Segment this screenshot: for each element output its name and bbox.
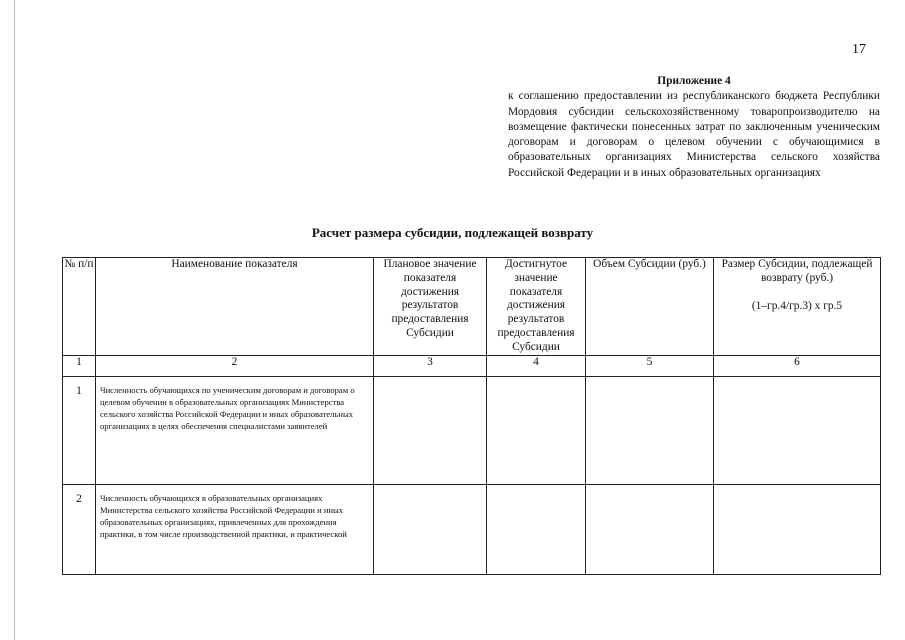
table-header-row	[63, 258, 881, 356]
column-number: 4	[487, 355, 586, 376]
table-row	[63, 376, 881, 484]
appendix-title: Приложение 4	[657, 75, 731, 87]
appendix-block	[508, 74, 880, 181]
document-title-text: Расчет размера субсидии, подлежащей возврату	[311, 225, 594, 240]
page-number: 17	[852, 42, 866, 57]
column-number-row	[63, 355, 881, 376]
header-cell-indicator-name: Наименование показателя	[96, 258, 374, 356]
column-number: 1	[63, 355, 96, 376]
header-cell-subsidy-volume: Объем Субсидии (руб.)	[586, 258, 714, 356]
document-title	[0, 225, 905, 241]
indicator-name: Численность обучающихся по ученическим договорам и договорам о целевом обучении в образовательных организациях Министерства сельского хозяйства Российской Федерации и иных образовательных организациях в целях обеспечения специалистами заявителей	[96, 376, 374, 484]
refund-amount-cell	[714, 376, 881, 484]
planned-value-cell	[374, 484, 487, 574]
refund-amount-cell	[714, 484, 881, 574]
column-number: 5	[586, 355, 714, 376]
column-number: 3	[374, 355, 487, 376]
table-row	[63, 484, 881, 574]
planned-value-cell	[374, 376, 487, 484]
header-cell-number: № п/п	[63, 258, 96, 356]
row-number: 1	[63, 376, 96, 484]
header-cell-refund-amount	[714, 258, 881, 356]
appendix-text: к соглашению предоставлении из республиканского бюджета Республики Мордовия субсидии сельскохозяйственному товаропроизводителю на возмещение фактически понесенных затрат по заключенным ученическим договорам и договорам о целевом обучении с обучающимися в образовательных организациях Министерства сельского хозяйства Российской Федерации и в иных образовательных организациях	[508, 90, 880, 179]
header-cell-planned-value: Плановое значение показателя достижения результатов предоставления Субсидии	[374, 258, 487, 356]
row-number: 2	[63, 484, 96, 574]
refund-header-label: Размер Субсидии, подлежащей возврату (руб.)	[721, 258, 873, 284]
refund-header-formula: (1–гр.4/гр.3) x гр.5	[751, 299, 843, 312]
indicator-name: Численность обучающихся в образовательных организациях Министерства сельского хозяйства Российской Федерации и иных образовательных организациях, привлеченных для прохождения практики, в том числе производственной практики, и практической	[96, 484, 374, 574]
header-cell-achieved-value: Достигнутое значение показателя достижения результатов предоставления Субсидии	[487, 258, 586, 356]
achieved-value-cell	[487, 484, 586, 574]
column-number: 6	[714, 355, 881, 376]
page-left-edge-line	[14, 0, 15, 640]
subsidy-volume-cell	[586, 484, 714, 574]
subsidy-table	[62, 257, 881, 575]
achieved-value-cell	[487, 376, 586, 484]
subsidy-volume-cell	[586, 376, 714, 484]
column-number: 2	[96, 355, 374, 376]
